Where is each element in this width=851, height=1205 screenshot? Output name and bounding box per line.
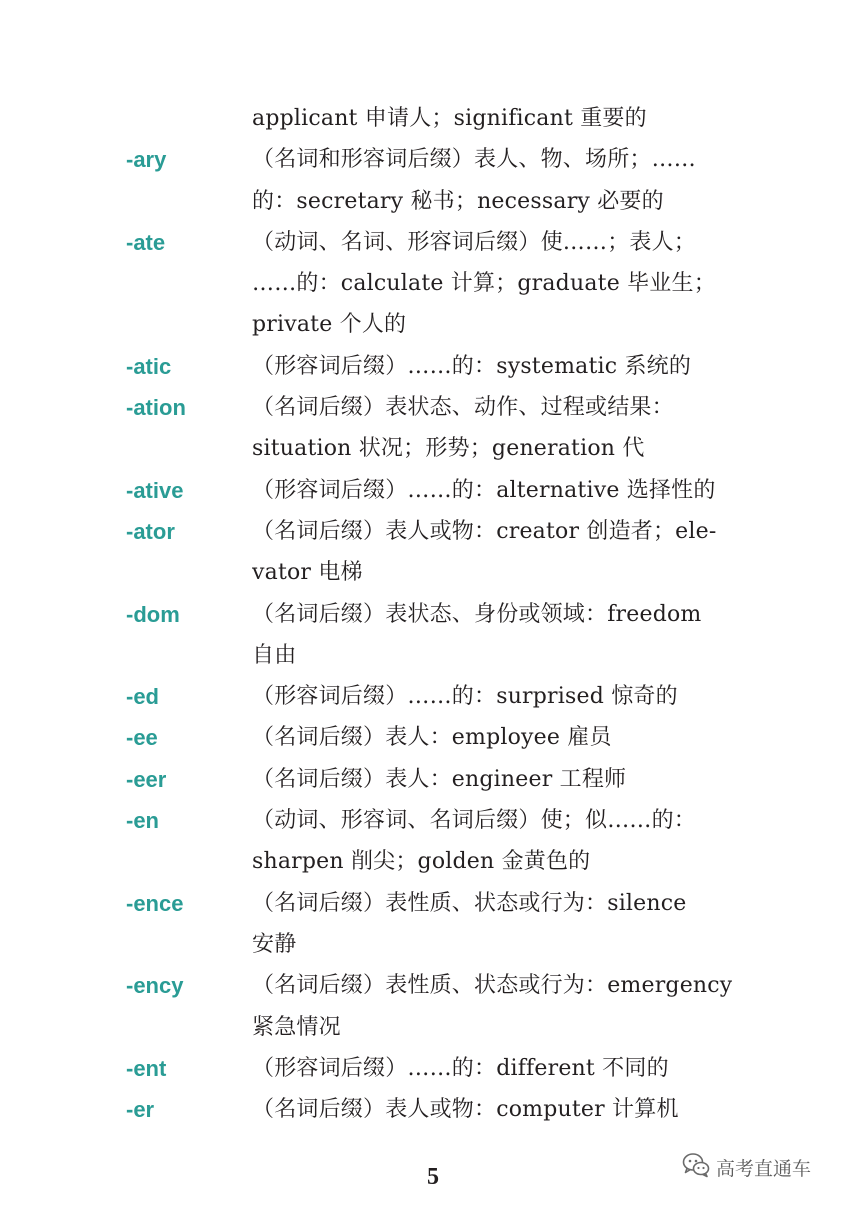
definition-line: （名词后缀）表人：employee 雇员 xyxy=(252,725,612,751)
suffix-term: -ate xyxy=(126,229,166,255)
suffix-term: -atic xyxy=(126,353,172,379)
definition-line: ……的：calculate 计算；graduate 毕业生； xyxy=(252,271,716,297)
definition-line: （名词后缀）表性质、状态或行为：emergency xyxy=(252,973,732,999)
suffix-term: -ation xyxy=(126,395,186,421)
definition-line: （名词后缀）表人：engineer 工程师 xyxy=(252,766,627,792)
suffix-entry xyxy=(0,470,851,511)
suffix-definition xyxy=(252,139,732,222)
suffix-term: -ence xyxy=(126,890,184,916)
definition-line: （动词、名词、形容词后缀）使……；表人； xyxy=(252,229,697,255)
suffix-entry xyxy=(0,965,851,1048)
wechat-icon xyxy=(682,1152,710,1183)
suffix-entry xyxy=(0,717,851,758)
definition-line: sharpen 削尖；golden 金黄色的 xyxy=(252,849,591,875)
definition-line: （形容词后缀）……的：surprised 惊奇的 xyxy=(252,684,678,710)
suffix-term: -ee xyxy=(126,725,158,751)
suffix-entry xyxy=(0,800,851,883)
suffix-term: -ency xyxy=(126,973,184,999)
suffix-entry xyxy=(0,222,851,346)
suffix-term: -ed xyxy=(126,684,159,710)
suffix-entry xyxy=(0,883,851,966)
suffix-definition xyxy=(252,717,732,758)
suffix-definition xyxy=(252,676,732,717)
definition-line: 的：secretary 秘书；necessary 必要的 xyxy=(252,188,664,214)
definition-line: （形容词后缀）……的：systematic 系统的 xyxy=(252,353,692,379)
suffix-definition xyxy=(252,1048,732,1089)
suffix-entry xyxy=(0,387,851,470)
suffix-definition xyxy=(252,594,732,677)
definition-line: （形容词后缀）……的：different 不同的 xyxy=(252,1055,669,1081)
definition-line: （名词后缀）表人或物：computer 计算机 xyxy=(252,1097,679,1123)
definition-line: （名词后缀）表状态、身份或领域：freedom xyxy=(252,601,702,627)
suffix-list xyxy=(0,98,851,1130)
page-number: 5 xyxy=(427,1164,439,1190)
suffix-definition xyxy=(252,1089,732,1130)
suffix-entry xyxy=(0,676,851,717)
watermark xyxy=(682,1152,811,1182)
suffix-term: -ary xyxy=(126,147,167,173)
definition-line: applicant 申请人；significant 重要的 xyxy=(252,106,647,131)
suffix-entry xyxy=(0,1089,851,1130)
suffix-term: -en xyxy=(126,808,159,834)
suffix-definition xyxy=(252,346,732,387)
suffix-definition xyxy=(252,470,732,511)
definition-line: （名词后缀）表人或物：creator 创造者；ele- xyxy=(252,518,717,544)
definition-line: 安静 xyxy=(252,931,297,957)
definition-line: （动词、形容词、名词后缀）使；似……的： xyxy=(252,808,697,834)
definition-line: private 个人的 xyxy=(252,312,407,338)
suffix-entry xyxy=(0,346,851,387)
suffix-entry xyxy=(0,511,851,594)
suffix-term: -dom xyxy=(126,601,180,627)
suffix-entry xyxy=(0,98,851,139)
suffix-entry xyxy=(0,759,851,800)
suffix-definition xyxy=(252,965,732,1048)
watermark-text: 高考直通车 xyxy=(716,1157,812,1180)
suffix-entry xyxy=(0,139,851,222)
definition-line: （形容词后缀）……的：alternative 选择性的 xyxy=(252,477,716,503)
suffix-definition xyxy=(252,222,732,346)
definition-line: vator 电梯 xyxy=(252,560,363,586)
suffix-term: -er xyxy=(126,1097,155,1123)
suffix-entry xyxy=(0,1048,851,1089)
suffix-definition xyxy=(252,883,732,966)
suffix-term: -ator xyxy=(126,518,175,544)
definition-line: 自由 xyxy=(252,642,297,668)
definition-line: （名词和形容词后缀）表人、物、场所；…… xyxy=(252,147,697,173)
suffix-definition xyxy=(252,511,732,594)
definition-line: （名词后缀）表性质、状态或行为：silence xyxy=(252,890,687,916)
definition-line: situation 状况；形势；generation 代 xyxy=(252,436,645,462)
suffix-definition xyxy=(252,387,732,470)
definition-line: 紧急情况 xyxy=(252,1014,341,1040)
definition-line: （名词后缀）表状态、动作、过程或结果： xyxy=(252,395,674,421)
suffix-term: -ative xyxy=(126,477,184,503)
suffix-term: -eer xyxy=(126,766,167,792)
suffix-definition xyxy=(252,800,732,883)
suffix-entry xyxy=(0,594,851,677)
suffix-definition xyxy=(252,759,732,800)
suffix-definition xyxy=(252,98,732,139)
suffix-term: -ent xyxy=(126,1055,167,1081)
